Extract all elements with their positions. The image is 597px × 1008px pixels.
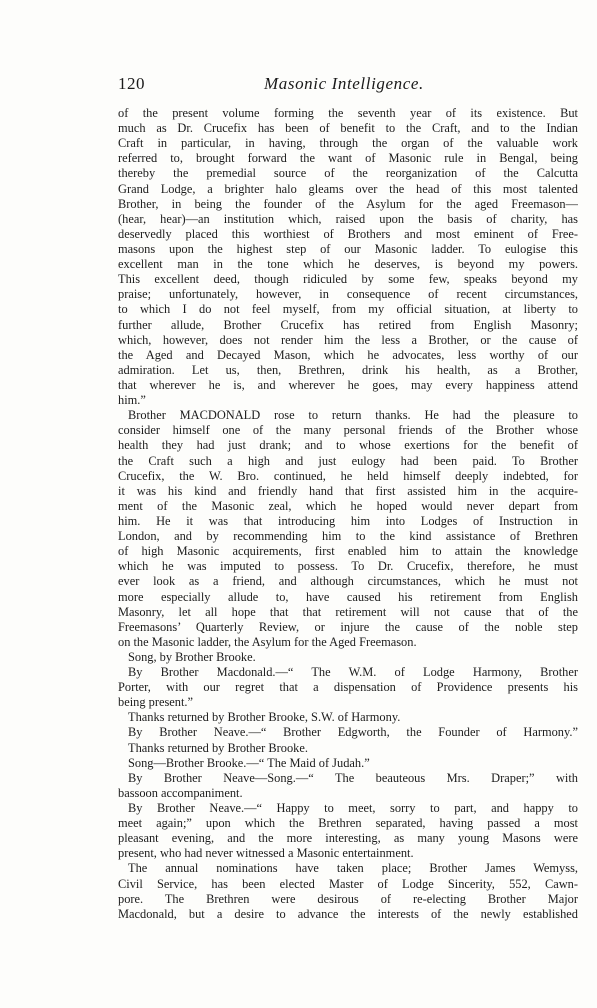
text-line: ment of the Masonic zeal, which he hoped would never depart from: [118, 498, 578, 513]
text-line: Brother MACDONALD rose to return thanks. He had the pleasure to: [128, 408, 578, 423]
text-line: meet again;” upon which the Brethren separated, having passed a most: [118, 816, 578, 831]
text-line: masons upon the highest step of our Masonic ladder. To eulogise this: [118, 241, 578, 256]
running-title: Masonic Intelligence.: [264, 74, 424, 93]
text-line: pore. The Brethren were desirous of re-electing Brother Major: [118, 891, 578, 906]
text-line: Brother, in being the founder of the Asylum for the aged Freemason—: [118, 196, 578, 211]
text-line: Song, by Brother Brooke.: [128, 649, 256, 664]
text-line: bassoon accompaniment.: [118, 785, 243, 800]
body-text: [118, 106, 578, 922]
text-line: which, however, does not render him the less a Brother, or the cause of: [118, 332, 578, 347]
text-line: Grand Lodge, a brighter halo gleams over the head of this most talented: [118, 181, 578, 196]
text-line: ever look as a friend, and although circumstances, which he must not: [118, 574, 578, 589]
text-line: Song—Brother Brooke.—“ The Maid of Judah.”: [128, 755, 370, 770]
text-line: him. He it was that introducing him into Lodges of Instruction in: [118, 513, 578, 528]
text-line: to which I do not feel myself, from my official situation, at liberty to: [118, 302, 578, 317]
text-line: further allude, Brother Crucefix has retired from English Masonry;: [118, 317, 578, 332]
text-line: which he was imputed to possess. To Dr. Crucefix, therefore, he must: [118, 559, 578, 574]
text-line: Civil Service, has been elected Master of Lodge Sincerity, 552, Cawn-: [118, 876, 578, 891]
text-line: The annual nominations have taken place; Brother James Wemyss,: [128, 861, 578, 876]
text-line: By Brother Macdonald.—“ The W.M. of Lodge Harmony, Brother: [128, 665, 578, 680]
text-line: much as Dr. Crucefix has been of benefit to the Craft, and to the Indian: [118, 121, 578, 136]
text-line: Crucefix, the W. Bro. continued, he held himself deeply indebted, for: [118, 468, 578, 483]
text-line: excellent man in the tone which he deserves, is beyond my powers.: [118, 257, 578, 272]
text-line: the Craft such a high and just eulogy had been paid. To Brother: [118, 453, 578, 468]
text-line: (hear, hear)—an institution which, raised upon the basis of charity, has: [118, 211, 578, 226]
text-line: of the present volume forming the seventh year of its existence. But: [118, 106, 578, 120]
page-header: [118, 74, 580, 98]
text-line: By Brother Neave—Song.—“ The beauteous Mrs. Draper;” with: [128, 770, 578, 785]
text-line: him.”: [118, 393, 146, 408]
text-line: Craft in particular, in having, through the organ of the valuable work: [118, 136, 578, 151]
text-line: admiration. Let us, then, Brethren, drink his health, as a Brother,: [118, 362, 578, 377]
text-line: pleasant evening, and the more interesting, as many young Masons were: [118, 831, 578, 846]
text-line: more especially allude to, have caused his retirement from English: [118, 589, 578, 604]
text-line: that wherever he is, and wherever he goes, may every happiness attend: [118, 377, 578, 392]
text-line: This excellent deed, though ridiculed by some few, speaks beyond my: [118, 272, 578, 287]
page-number: 120: [118, 74, 145, 93]
text-line: of high Masonic acquirements, first enabled him to attain the knowledge: [118, 544, 578, 559]
text-line: the Aged and Decayed Mason, which he advocates, less worthy of our: [118, 347, 578, 362]
text-line: Thanks returned by Brother Brooke.: [128, 740, 308, 755]
text-line: being present.”: [118, 695, 194, 710]
text-line: thereby the premedial source of the reorganization of the Calcutta: [118, 166, 578, 181]
text-line: praise; unfortunately, however, in consequence of recent circumstances,: [118, 287, 578, 302]
text-line: Masonry, let all hope that that retirement will not cause that of the: [118, 604, 578, 619]
text-line: on the Masonic ladder, the Asylum for the Aged Freemason.: [118, 634, 417, 649]
text-line: present, who had never witnessed a Masonic entertainment.: [118, 846, 414, 861]
text-line: Porter, with our regret that a dispensation of Providence presents his: [118, 680, 578, 695]
text-line: referred to, brought forward the want of Masonic rule in Bengal, being: [118, 151, 578, 166]
text-line: Freemasons’ Quarterly Review, or injure the cause of the noble step: [118, 619, 578, 634]
text-line: deservedly placed this worthiest of Brothers and most eminent of Free-: [118, 226, 578, 241]
text-line: London, and by recommending him to the kind assistance of Brethren: [118, 529, 578, 544]
text-line: health they had just drank; and to whose exertions for the benefit of: [118, 438, 578, 453]
text-line: By Brother Neave.—“ Brother Edgworth, the Founder of Harmony.”: [128, 725, 578, 740]
text-line: it was his kind and friendly hand that first assisted him in the acquire-: [118, 483, 578, 498]
text-line: Thanks returned by Brother Brooke, S.W. of Harmony.: [128, 710, 401, 725]
text-line: By Brother Neave.—“ Happy to meet, sorry to part, and happy to: [128, 801, 578, 816]
text-line: Macdonald, but a desire to advance the interests of the newly established: [118, 906, 578, 921]
text-line: consider himself one of the many personal friends of the Brother whose: [118, 423, 578, 438]
